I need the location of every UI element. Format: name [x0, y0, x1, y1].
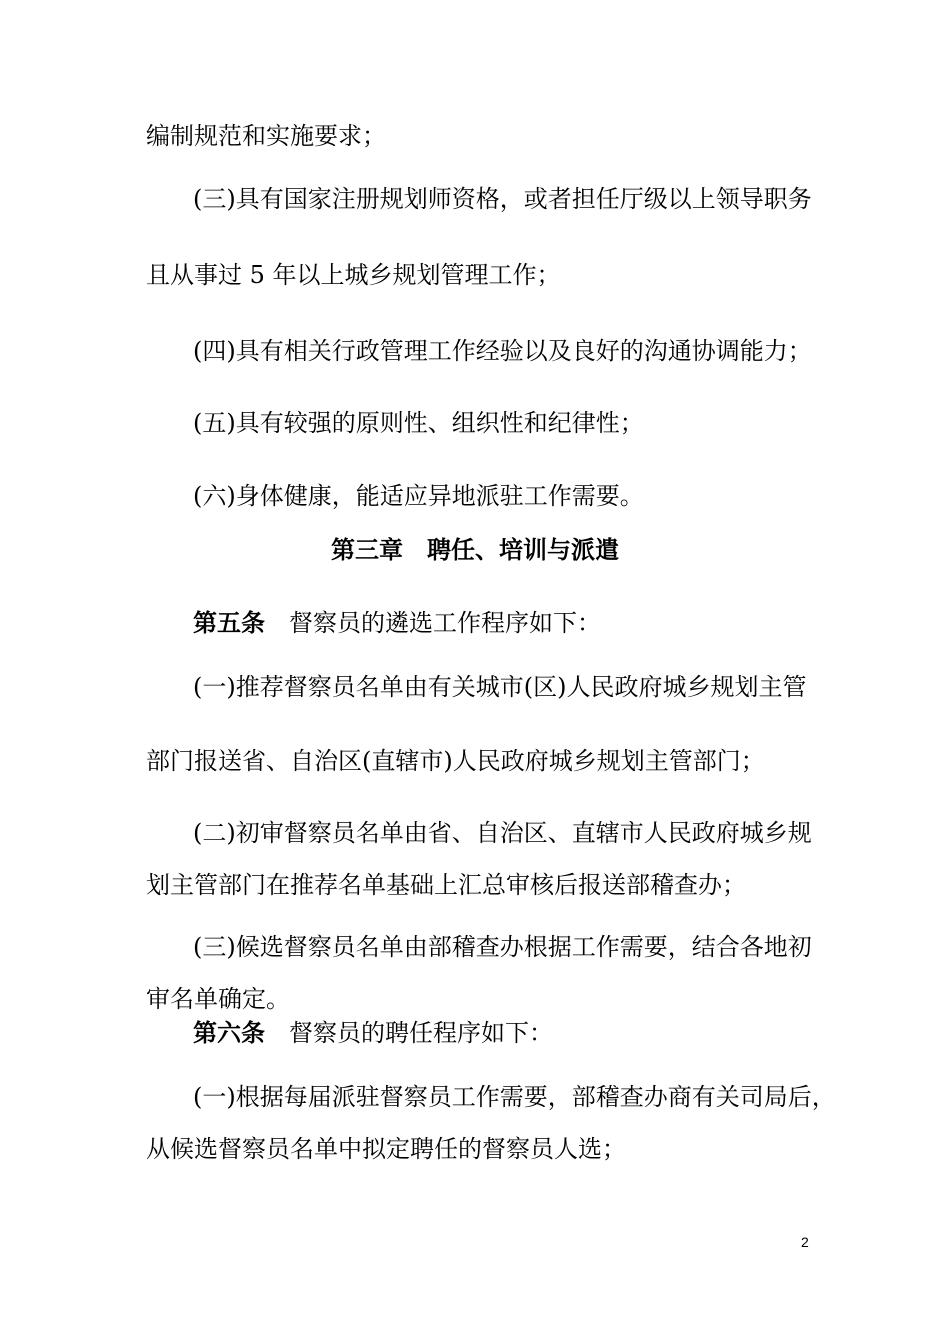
article-label: 第六条 — [193, 1019, 265, 1047]
paragraph-line: 审名单确定。 — [146, 985, 290, 1013]
paragraph-line: (六)身体健康，能适应异地派驻工作需要。 — [193, 482, 644, 510]
paragraph-line: (二)初审督察员名单由省、自治区、直辖市人民政府城乡规 — [193, 819, 812, 847]
article-five — [0, 608, 950, 638]
article-text: 督察员的聘任程序如下： — [289, 1019, 553, 1047]
paragraph-line: (五)具有较强的原则性、组织性和纪律性； — [193, 409, 644, 437]
chapter-title: 第三章 聘任、培训与派遣 — [331, 536, 619, 564]
paragraph-line: 且从事过 5 年以上城乡规划管理工作； — [146, 261, 561, 289]
paragraph-line: 编制规范和实施要求； — [146, 122, 386, 150]
paragraph-line: (三)具有国家注册规划师资格，或者担任厅级以上领导职务 — [193, 185, 812, 213]
article-label: 第五条 — [193, 609, 265, 637]
paragraph-line: (一)根据每届派驻督察员工作需要，部稽查办商有关司局后， — [193, 1083, 836, 1111]
article-six — [0, 1018, 950, 1048]
paragraph-line: 划主管部门在推荐名单基础上汇总审核后报送部稽查办； — [146, 871, 746, 899]
paragraph-line: (一)推荐督察员名单由有关城市(区)人民政府城乡规划主管 — [193, 673, 807, 701]
paragraph-line: (四)具有相关行政管理工作经验以及良好的沟通协调能力； — [193, 337, 812, 365]
paragraph-line: 部门报送省、自治区(直辖市)人民政府城乡规划主管部门； — [146, 747, 765, 775]
article-text: 督察员的遴选工作程序如下： — [289, 609, 601, 637]
paragraph-line: 从候选督察员名单中拟定聘任的督察员人选； — [146, 1135, 626, 1163]
paragraph-line: (三)候选督察员名单由部稽查办根据工作需要，结合各地初 — [193, 933, 812, 961]
page-number: 2 — [801, 1234, 809, 1250]
